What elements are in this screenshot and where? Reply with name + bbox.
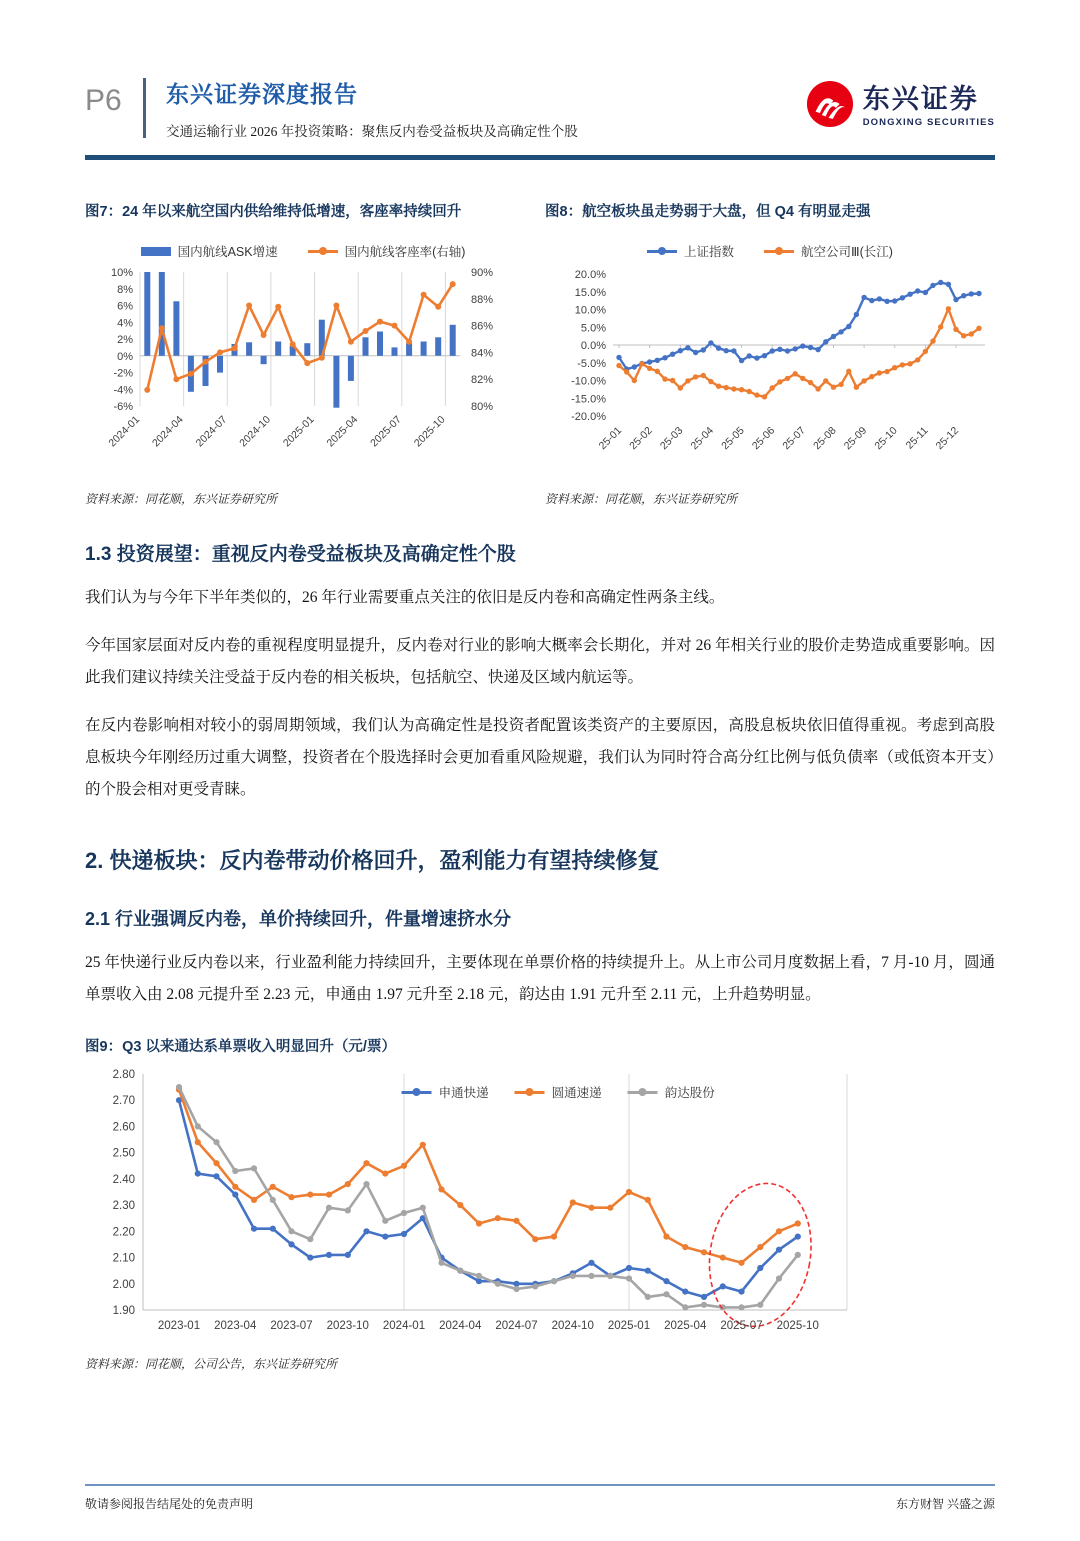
svg-text:5.0%: 5.0% — [580, 322, 606, 335]
svg-text:2024-01: 2024-01 — [106, 413, 143, 450]
figure9-chart — [85, 1067, 995, 1339]
figure9-source: 资料来源：同花顺，公司公告，东兴证券研究所 — [85, 1357, 338, 1371]
company-logo — [806, 80, 995, 133]
legend-item — [628, 1083, 715, 1101]
svg-text:2024-04: 2024-04 — [439, 1320, 482, 1332]
page-header — [85, 76, 995, 140]
figure8-source: 资料来源：同花顺，东兴证券研究所 — [545, 492, 738, 506]
footer-rule — [85, 1484, 995, 1486]
paragraph: 在反内卷影响相对较小的弱周期领域，我们认为高确定性是投资者配置该类资产的主要原因，高股息板块依旧值得重视。考虑到高股息板块今年刚经历过重大调整，投资者在个股选择时会更加看重风险规避，我们认为同时符合高分红比例与低负债率（或低资本开支）的个股会相对更受青睐。 — [85, 717, 995, 798]
svg-text:2025-01: 2025-01 — [280, 413, 317, 450]
svg-text:-4%: -4% — [113, 384, 133, 397]
svg-text:2025-07: 2025-07 — [720, 1320, 763, 1332]
svg-text:10.0%: 10.0% — [574, 304, 606, 317]
paragraph: 我们认为与今年下半年类似的，26 年行业需要重点关注的依旧是反内卷和高确定性两条主线。 — [85, 589, 725, 606]
svg-text:2024-07: 2024-07 — [193, 413, 230, 450]
svg-text:2.70: 2.70 — [112, 1095, 135, 1108]
svg-text:25-10: 25-10 — [872, 424, 900, 453]
svg-text:25-03: 25-03 — [657, 424, 686, 453]
svg-text:2.80: 2.80 — [112, 1069, 135, 1081]
svg-text:25-08: 25-08 — [811, 424, 839, 453]
bar-swatch-icon — [141, 247, 171, 256]
report-type-title: 东兴证券深度报告 — [166, 81, 358, 107]
figure8-title: 图8：航空板块虽走势弱于大盘，但 Q4 有明显走强 — [545, 204, 871, 220]
report-subtitle: 交通运输行业 2026 年投资策略：聚焦反内卷受益板块及高确定性个股 — [166, 124, 578, 139]
svg-text:8%: 8% — [117, 283, 133, 296]
legend-label: 申通快递 — [438, 1086, 489, 1100]
svg-text:2023-10: 2023-10 — [326, 1320, 369, 1332]
svg-text:2024-01: 2024-01 — [382, 1320, 426, 1332]
svg-text:82%: 82% — [471, 374, 494, 387]
line-swatch-icon — [515, 1091, 545, 1094]
svg-text:2.40: 2.40 — [112, 1173, 135, 1186]
svg-text:2.30: 2.30 — [112, 1200, 135, 1213]
footer-disclaimer: 敬请参阅报告结尾处的免责声明 — [85, 1497, 254, 1511]
figure7-chart — [85, 266, 521, 474]
svg-text:2025-04: 2025-04 — [324, 413, 361, 450]
logo-cn-text: 东兴证券 — [862, 83, 979, 114]
legend-label: 国内航线客座率(右轴) — [344, 245, 466, 259]
svg-text:0%: 0% — [117, 350, 133, 363]
svg-text:25-01: 25-01 — [596, 424, 625, 453]
svg-text:80%: 80% — [471, 401, 494, 413]
svg-text:2.00: 2.00 — [112, 1278, 135, 1291]
footer-slogan: 东方财智 兴盛之源 — [895, 1497, 995, 1511]
svg-text:25-04: 25-04 — [688, 424, 717, 453]
svg-text:1.90: 1.90 — [112, 1305, 135, 1317]
legend-item — [647, 242, 734, 260]
legend-item — [515, 1083, 602, 1101]
svg-text:4%: 4% — [117, 317, 133, 330]
svg-text:2023-01: 2023-01 — [157, 1320, 201, 1332]
section-2-heading: 2. 快递板块：反内卷带动价格回升，盈利能力有望持续修复 — [85, 848, 660, 873]
figure9-block — [85, 1037, 995, 1372]
svg-text:2025-10: 2025-10 — [411, 413, 448, 450]
legend-label: 圆通速递 — [551, 1086, 602, 1100]
svg-text:2.10: 2.10 — [112, 1252, 135, 1265]
svg-text:-15.0%: -15.0% — [571, 393, 606, 406]
logo-mark-icon — [806, 80, 854, 133]
svg-text:2023-07: 2023-07 — [270, 1320, 313, 1332]
figure-row — [85, 202, 995, 507]
svg-text:2.50: 2.50 — [112, 1147, 135, 1160]
svg-text:2%: 2% — [117, 334, 133, 346]
legend-item — [402, 1083, 489, 1101]
svg-text:15.0%: 15.0% — [574, 286, 606, 299]
svg-text:86%: 86% — [471, 320, 494, 333]
svg-text:25-02: 25-02 — [627, 424, 655, 453]
figure8-chart — [545, 266, 995, 474]
svg-text:2024-10: 2024-10 — [551, 1320, 594, 1332]
page-number: P6 — [85, 84, 122, 117]
svg-text:25-07: 25-07 — [780, 424, 808, 453]
legend-label: 航空公司Ⅲ(长江) — [801, 245, 893, 259]
legend-item — [764, 242, 893, 260]
line-swatch-icon — [308, 250, 338, 253]
legend-item — [308, 242, 466, 260]
svg-text:-10.0%: -10.0% — [571, 375, 606, 388]
figure8-block — [545, 202, 995, 507]
figure9-chart-wrap — [85, 1067, 995, 1339]
figure8-legend — [545, 242, 995, 260]
figure7-legend — [85, 242, 521, 260]
svg-text:25-05: 25-05 — [719, 424, 747, 453]
svg-text:25-11: 25-11 — [903, 424, 931, 452]
line-swatch-icon — [628, 1091, 658, 1094]
section-1-3-heading: 1.3 投资展望：重视反内卷受益板块及高确定性个股 — [85, 544, 516, 565]
line-swatch-icon — [764, 250, 794, 253]
section-2-1-heading: 2.1 行业强调反内卷，单价持续回升，件量增速挤水分 — [85, 909, 512, 929]
svg-text:-5.0%: -5.0% — [577, 357, 606, 370]
header-rule — [85, 155, 995, 160]
svg-text:88%: 88% — [471, 293, 494, 306]
paragraph: 25 年快递行业反内卷以来，行业盈利能力持续回升，主要体现在单票价格的持续提升上。从上市公司月度数据上看，7 月-10 月，圆通单票收入由 2.08 元提升至 2.23 元，申通由 1.97 元升至 2.18 元，韵达由 1.91 元升至 2.11 元，上升趋势明显。 — [85, 954, 995, 1003]
figure9-title: 图9：Q3 以来通达系单票收入明显回升（元/票） — [85, 1039, 396, 1055]
svg-text:10%: 10% — [110, 267, 133, 279]
svg-text:-6%: -6% — [113, 401, 133, 413]
svg-text:2023-04: 2023-04 — [214, 1320, 257, 1332]
line-swatch-icon — [647, 250, 677, 253]
svg-text:2024-04: 2024-04 — [150, 413, 186, 450]
svg-text:2025-07: 2025-07 — [368, 413, 404, 450]
legend-item — [141, 242, 278, 260]
svg-text:2024-10: 2024-10 — [237, 413, 274, 450]
svg-text:25-09: 25-09 — [841, 424, 870, 453]
svg-text:2025-04: 2025-04 — [664, 1320, 707, 1332]
svg-text:-2%: -2% — [113, 367, 133, 380]
header-divider — [143, 78, 146, 138]
logo-text — [862, 83, 995, 128]
figure7-title: 图7：24 年以来航空国内供给维持低增速，客座率持续回升 — [85, 204, 462, 220]
svg-text:2.60: 2.60 — [112, 1121, 135, 1134]
svg-text:2024-07: 2024-07 — [495, 1320, 538, 1332]
report-page — [0, 76, 1080, 1372]
svg-text:90%: 90% — [471, 267, 494, 279]
legend-label: 国内航线ASK增速 — [177, 245, 278, 259]
legend-label: 上证指数 — [684, 245, 735, 259]
svg-text:6%: 6% — [117, 300, 133, 313]
svg-text:25-06: 25-06 — [749, 424, 778, 453]
legend-label: 韵达股份 — [664, 1086, 715, 1100]
logo-en-text: DONGXING SECURITIES — [862, 116, 995, 128]
svg-text:2025-01: 2025-01 — [607, 1320, 651, 1332]
figure9-legend — [402, 1083, 715, 1101]
svg-text:-20.0%: -20.0% — [571, 411, 606, 423]
svg-text:2025-10: 2025-10 — [776, 1320, 819, 1332]
svg-text:25-12: 25-12 — [933, 424, 962, 453]
paragraph: 今年国家层面对反内卷的重视程度明显提升，反内卷对行业的影响大概率会长期化，并对 26 年相关行业的股价走势造成重要影响。因此我们建议持续关注受益于反内卷的相关板块，包括航空、快递及区域内航运等。 — [85, 637, 995, 686]
svg-text:2.20: 2.20 — [112, 1226, 135, 1239]
header-titles — [166, 76, 806, 140]
page-footer — [85, 1484, 995, 1512]
line-swatch-icon — [402, 1091, 432, 1094]
svg-text:20.0%: 20.0% — [574, 269, 606, 281]
svg-text:0.0%: 0.0% — [580, 340, 606, 352]
figure7-source: 资料来源：同花顺，东兴证券研究所 — [85, 492, 278, 506]
figure7-block — [85, 202, 521, 507]
svg-text:84%: 84% — [471, 347, 494, 360]
